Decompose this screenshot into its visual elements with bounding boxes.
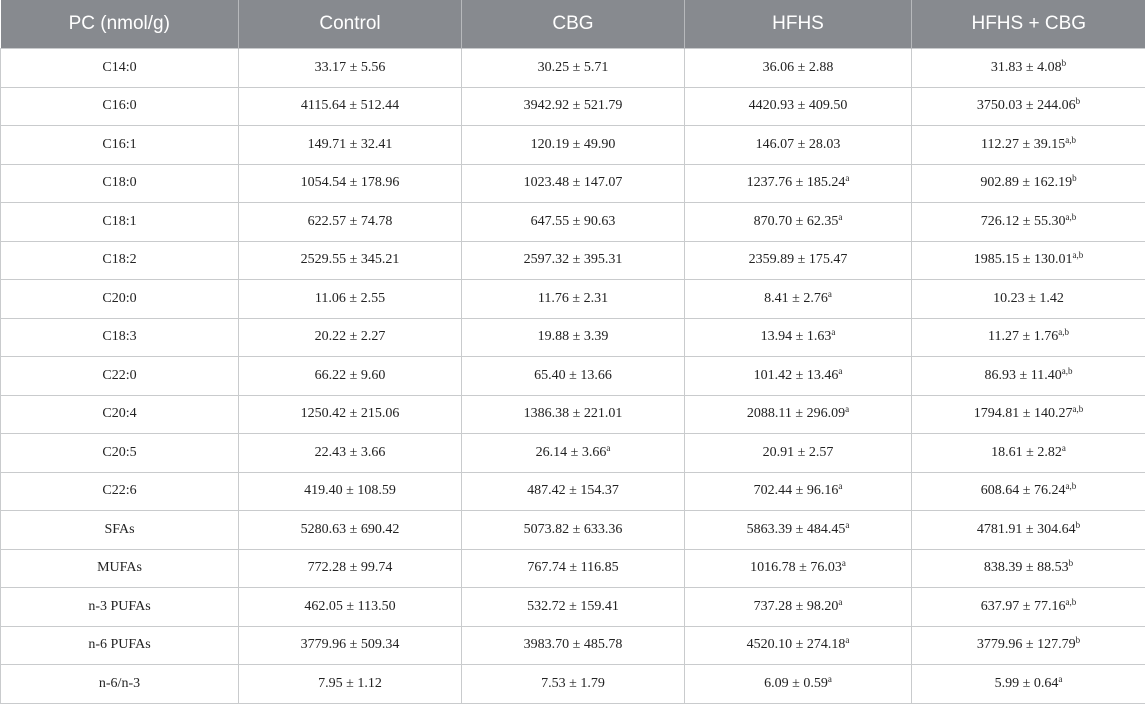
cell-value: 10.23 ± 1.42 bbox=[993, 291, 1064, 306]
cell-value: 5863.39 ± 484.45 bbox=[747, 522, 846, 537]
row-label: C20:4 bbox=[1, 395, 239, 434]
table-cell bbox=[912, 665, 1145, 704]
table-cell bbox=[912, 472, 1145, 511]
cell-value: 112.27 ± 39.15 bbox=[981, 137, 1065, 152]
cell-value: 11.06 ± 2.55 bbox=[315, 291, 385, 306]
row-label: C20:5 bbox=[1, 434, 239, 473]
table-row bbox=[1, 434, 1145, 473]
header-cell-hfhs: HFHS bbox=[685, 0, 912, 49]
significance-superscript: a,b bbox=[1072, 404, 1083, 414]
table-cell bbox=[912, 549, 1145, 588]
table-cell bbox=[685, 588, 912, 627]
table-row bbox=[1, 511, 1145, 550]
significance-superscript: a,b bbox=[1058, 327, 1069, 337]
significance-superscript: a bbox=[838, 597, 842, 607]
cell-value: 487.42 ± 154.37 bbox=[527, 483, 619, 498]
cell-value: 726.12 ± 55.30 bbox=[981, 214, 1066, 229]
table-cell bbox=[462, 203, 685, 242]
cell-value: 2359.89 ± 175.47 bbox=[749, 252, 848, 267]
table-cell bbox=[685, 472, 912, 511]
table-cell bbox=[239, 126, 462, 165]
cell-value: 4520.10 ± 274.18 bbox=[747, 637, 846, 652]
table-cell bbox=[685, 434, 912, 473]
row-label: SFAs bbox=[1, 511, 239, 550]
table-cell bbox=[239, 549, 462, 588]
cell-value: 637.97 ± 77.16 bbox=[981, 599, 1066, 614]
table-row bbox=[1, 280, 1145, 319]
significance-superscript: a,b bbox=[1065, 481, 1076, 491]
cell-value: 11.27 ± 1.76 bbox=[988, 329, 1058, 344]
table-body bbox=[1, 49, 1145, 704]
table-cell bbox=[462, 241, 685, 280]
table-row bbox=[1, 87, 1145, 126]
table-cell bbox=[239, 164, 462, 203]
cell-value: 101.42 ± 13.46 bbox=[754, 368, 839, 383]
table-cell bbox=[912, 280, 1145, 319]
cell-value: 30.25 ± 5.71 bbox=[538, 60, 609, 75]
cell-value: 870.70 ± 62.35 bbox=[754, 214, 839, 229]
table-row bbox=[1, 395, 1145, 434]
cell-value: 647.55 ± 90.63 bbox=[531, 214, 616, 229]
table-cell bbox=[239, 588, 462, 627]
cell-value: 2597.32 ± 395.31 bbox=[524, 252, 623, 267]
table-cell bbox=[462, 280, 685, 319]
table-row bbox=[1, 665, 1145, 704]
table-cell bbox=[685, 87, 912, 126]
row-label: C22:0 bbox=[1, 357, 239, 396]
table-cell bbox=[239, 472, 462, 511]
cell-value: 702.44 ± 96.16 bbox=[754, 483, 839, 498]
cell-value: 1054.54 ± 178.96 bbox=[301, 175, 400, 190]
table-row bbox=[1, 357, 1145, 396]
significance-superscript: a bbox=[845, 520, 849, 530]
cell-value: 5280.63 ± 690.42 bbox=[301, 522, 400, 537]
table-cell bbox=[912, 357, 1145, 396]
cell-value: 13.94 ± 1.63 bbox=[761, 329, 832, 344]
table-cell bbox=[685, 357, 912, 396]
significance-superscript: a bbox=[845, 173, 849, 183]
cell-value: 1016.78 ± 76.03 bbox=[750, 560, 842, 575]
table-cell bbox=[685, 318, 912, 357]
table-row bbox=[1, 49, 1145, 88]
cell-value: 2529.55 ± 345.21 bbox=[301, 252, 400, 267]
table-cell bbox=[239, 203, 462, 242]
table-cell bbox=[462, 49, 685, 88]
table-cell bbox=[239, 434, 462, 473]
significance-superscript: a bbox=[1058, 674, 1062, 684]
significance-superscript: a bbox=[845, 404, 849, 414]
row-label: C22:6 bbox=[1, 472, 239, 511]
table-cell bbox=[685, 203, 912, 242]
cell-value: 772.28 ± 99.74 bbox=[308, 560, 393, 575]
cell-value: 3779.96 ± 127.79 bbox=[977, 637, 1076, 652]
table-row bbox=[1, 241, 1145, 280]
cell-value: 1985.15 ± 130.01 bbox=[974, 252, 1073, 267]
significance-superscript: a,b bbox=[1062, 366, 1073, 376]
table-cell bbox=[239, 395, 462, 434]
table-row bbox=[1, 126, 1145, 165]
significance-superscript: b bbox=[1069, 558, 1074, 568]
cell-value: 6.09 ± 0.59 bbox=[764, 676, 828, 691]
table-cell bbox=[685, 549, 912, 588]
significance-superscript: a bbox=[831, 327, 835, 337]
table-cell bbox=[912, 434, 1145, 473]
table-cell bbox=[912, 241, 1145, 280]
table-cell bbox=[462, 665, 685, 704]
cell-value: 737.28 ± 98.20 bbox=[754, 599, 839, 614]
table-cell bbox=[462, 357, 685, 396]
table-row bbox=[1, 626, 1145, 665]
cell-value: 33.17 ± 5.56 bbox=[315, 60, 386, 75]
row-label: n-6 PUFAs bbox=[1, 626, 239, 665]
cell-value: 3983.70 ± 485.78 bbox=[524, 637, 623, 652]
cell-value: 36.06 ± 2.88 bbox=[763, 60, 834, 75]
table-cell bbox=[462, 87, 685, 126]
table-cell bbox=[462, 164, 685, 203]
significance-superscript: a bbox=[838, 212, 842, 222]
cell-value: 18.61 ± 2.82 bbox=[991, 445, 1062, 460]
significance-superscript: a bbox=[828, 289, 832, 299]
row-label: C14:0 bbox=[1, 49, 239, 88]
table-cell bbox=[912, 588, 1145, 627]
cell-value: 4781.91 ± 304.64 bbox=[977, 522, 1076, 537]
cell-value: 532.72 ± 159.41 bbox=[527, 599, 619, 614]
cell-value: 462.05 ± 113.50 bbox=[304, 599, 395, 614]
cell-value: 86.93 ± 11.40 bbox=[985, 368, 1062, 383]
table-row bbox=[1, 588, 1145, 627]
table-cell bbox=[912, 395, 1145, 434]
table-cell bbox=[239, 49, 462, 88]
table-cell bbox=[462, 626, 685, 665]
cell-value: 3779.96 ± 509.34 bbox=[301, 637, 400, 652]
cell-value: 419.40 ± 108.59 bbox=[304, 483, 396, 498]
cell-value: 902.89 ± 162.19 bbox=[980, 175, 1072, 190]
table-cell bbox=[239, 357, 462, 396]
table-cell bbox=[462, 549, 685, 588]
cell-value: 1794.81 ± 140.27 bbox=[974, 406, 1073, 421]
header-cell-hfhs-cbg: HFHS + CBG bbox=[912, 0, 1145, 49]
table-row bbox=[1, 203, 1145, 242]
row-label: C20:0 bbox=[1, 280, 239, 319]
row-label: n-6/n-3 bbox=[1, 665, 239, 704]
table-cell bbox=[685, 126, 912, 165]
table-row bbox=[1, 549, 1145, 588]
row-label: MUFAs bbox=[1, 549, 239, 588]
cell-value: 4420.93 ± 409.50 bbox=[749, 98, 848, 113]
significance-superscript: b bbox=[1072, 173, 1077, 183]
table-cell bbox=[462, 511, 685, 550]
significance-superscript: a,b bbox=[1072, 250, 1083, 260]
cell-value: 7.53 ± 1.79 bbox=[541, 676, 605, 691]
cell-value: 1386.38 ± 221.01 bbox=[524, 406, 623, 421]
significance-superscript: a bbox=[845, 635, 849, 645]
cell-value: 65.40 ± 13.66 bbox=[534, 368, 612, 383]
table-cell bbox=[912, 511, 1145, 550]
table-cell bbox=[239, 241, 462, 280]
cell-value: 1250.42 ± 215.06 bbox=[301, 406, 400, 421]
cell-value: 31.83 ± 4.08 bbox=[991, 60, 1062, 75]
row-label: C16:0 bbox=[1, 87, 239, 126]
header-cell-control: Control bbox=[239, 0, 462, 49]
header-cell-cbg: CBG bbox=[462, 0, 685, 49]
table-cell bbox=[685, 280, 912, 319]
significance-superscript: a,b bbox=[1065, 212, 1076, 222]
table-cell bbox=[239, 626, 462, 665]
table-cell bbox=[912, 318, 1145, 357]
row-label: n-3 PUFAs bbox=[1, 588, 239, 627]
table-cell bbox=[685, 49, 912, 88]
significance-superscript: a bbox=[828, 674, 832, 684]
table-cell bbox=[685, 241, 912, 280]
cell-value: 22.43 ± 3.66 bbox=[315, 445, 386, 460]
table-cell bbox=[912, 203, 1145, 242]
table-cell bbox=[685, 395, 912, 434]
cell-value: 20.91 ± 2.57 bbox=[763, 445, 834, 460]
table-row bbox=[1, 164, 1145, 203]
table-cell bbox=[912, 126, 1145, 165]
cell-value: 3750.03 ± 244.06 bbox=[977, 98, 1076, 113]
table-row bbox=[1, 318, 1145, 357]
significance-superscript: b bbox=[1076, 520, 1081, 530]
cell-value: 622.57 ± 74.78 bbox=[308, 214, 393, 229]
table-cell bbox=[239, 665, 462, 704]
significance-superscript: b bbox=[1076, 635, 1081, 645]
row-label: C18:3 bbox=[1, 318, 239, 357]
cell-value: 767.74 ± 116.85 bbox=[527, 560, 618, 575]
cell-value: 120.19 ± 49.90 bbox=[531, 137, 616, 152]
row-label: C18:0 bbox=[1, 164, 239, 203]
significance-superscript: a,b bbox=[1065, 597, 1076, 607]
significance-superscript: a bbox=[838, 366, 842, 376]
cell-value: 19.88 ± 3.39 bbox=[538, 329, 609, 344]
table-cell bbox=[462, 318, 685, 357]
cell-value: 20.22 ± 2.27 bbox=[315, 329, 386, 344]
table-header bbox=[1, 0, 1145, 49]
cell-value: 838.39 ± 88.53 bbox=[984, 560, 1069, 575]
table-cell bbox=[462, 126, 685, 165]
significance-superscript: a bbox=[606, 443, 610, 453]
row-label: C16:1 bbox=[1, 126, 239, 165]
table-row bbox=[1, 472, 1145, 511]
cell-value: 66.22 ± 9.60 bbox=[315, 368, 386, 383]
table-cell bbox=[685, 665, 912, 704]
row-label: C18:1 bbox=[1, 203, 239, 242]
table-cell bbox=[912, 626, 1145, 665]
table-cell bbox=[685, 511, 912, 550]
cell-value: 11.76 ± 2.31 bbox=[538, 291, 608, 306]
cell-value: 149.71 ± 32.41 bbox=[308, 137, 393, 152]
significance-superscript: a bbox=[838, 481, 842, 491]
header-row bbox=[1, 0, 1145, 49]
significance-superscript: b bbox=[1062, 58, 1067, 68]
significance-superscript: a bbox=[1062, 443, 1066, 453]
cell-value: 3942.92 ± 521.79 bbox=[524, 98, 623, 113]
cell-value: 608.64 ± 76.24 bbox=[981, 483, 1066, 498]
table-cell bbox=[685, 626, 912, 665]
table-cell bbox=[462, 434, 685, 473]
cell-value: 1237.76 ± 185.24 bbox=[747, 175, 846, 190]
table-cell bbox=[462, 588, 685, 627]
cell-value: 4115.64 ± 512.44 bbox=[301, 98, 399, 113]
row-label: C18:2 bbox=[1, 241, 239, 280]
significance-superscript: a bbox=[842, 558, 846, 568]
cell-value: 5.99 ± 0.64 bbox=[995, 676, 1059, 691]
header-cell-pc: PC (nmol/g) bbox=[1, 0, 239, 49]
cell-value: 1023.48 ± 147.07 bbox=[524, 175, 623, 190]
table-cell bbox=[912, 49, 1145, 88]
cell-value: 7.95 ± 1.12 bbox=[318, 676, 382, 691]
table-cell bbox=[912, 87, 1145, 126]
cell-value: 146.07 ± 28.03 bbox=[756, 137, 841, 152]
table-cell bbox=[462, 472, 685, 511]
table-cell bbox=[912, 164, 1145, 203]
cell-value: 26.14 ± 3.66 bbox=[536, 445, 607, 460]
table-cell bbox=[239, 280, 462, 319]
table-cell bbox=[239, 87, 462, 126]
cell-value: 8.41 ± 2.76 bbox=[764, 291, 828, 306]
table-cell bbox=[239, 511, 462, 550]
table-cell bbox=[685, 164, 912, 203]
cell-value: 2088.11 ± 296.09 bbox=[747, 406, 845, 421]
table-cell bbox=[462, 395, 685, 434]
significance-superscript: b bbox=[1076, 96, 1081, 106]
cell-value: 5073.82 ± 633.36 bbox=[524, 522, 623, 537]
significance-superscript: a,b bbox=[1065, 135, 1076, 145]
table-cell bbox=[239, 318, 462, 357]
